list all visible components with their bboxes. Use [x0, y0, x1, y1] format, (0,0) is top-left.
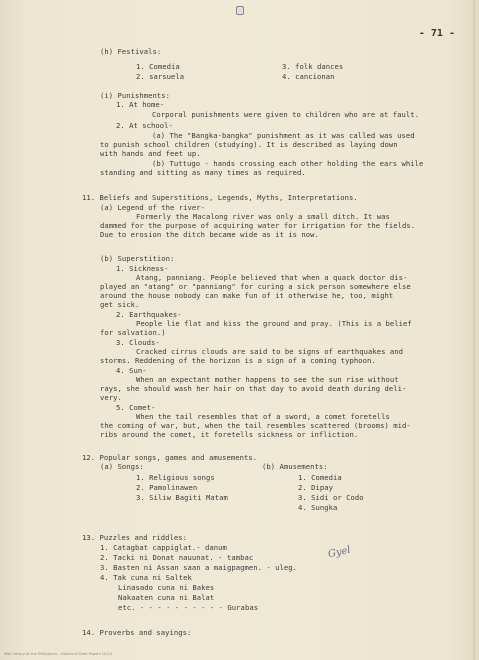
text-line: with hands and feet up. [100, 149, 201, 158]
text-line: etc. - - - - - - - - - - Gurabas [118, 603, 259, 612]
text-line: (b) Tuttugo - hands crossing each other holding the ears while [152, 159, 424, 168]
text-line: 2. At school- [116, 121, 173, 130]
amusements-heading: (b) Amusements: [262, 462, 328, 471]
text-line: Atang, panniang. People believed that when a quack doctor dis- [136, 273, 408, 282]
text-line: When an expectant mother happens to see the sun rise without [136, 375, 399, 384]
songs-games-heading: 12. Popular songs, games and amusements. [82, 453, 258, 462]
list-item: 3. Basten ni Assan saan a maigpagmen. - uleg. [100, 563, 297, 572]
text-line: dammed for the purpose of acquiring water for irrigation for the fields. [100, 221, 416, 230]
superstition-heading: (b) Superstition: [100, 254, 175, 263]
list-item: 1. Comedia [298, 473, 342, 482]
text-line: 3. Clouds- [116, 338, 160, 347]
text-line: get sick. [100, 300, 140, 309]
text-line: to punish school children (studying). It is described as laying down [100, 140, 398, 149]
text-line: ribs around the comet, it foretells sickness or infliction. [100, 430, 359, 439]
text-line: storms. Reddening of the horizon is a sign of a coming typhoon. [100, 356, 376, 365]
list-item: 4. Sungka [298, 503, 338, 512]
text-line: rays, she should wash her hair on that day to avoid death during deli- [100, 384, 407, 393]
text-line: Corporal punishments were given to children who are at fault. [152, 110, 420, 119]
list-item: 3. Siliw Bagiti Matam [136, 493, 228, 502]
text-line: People lie flat and kiss the ground and pray. (This is a belief [136, 319, 412, 328]
list-item: 4. cancionan [282, 72, 335, 81]
text-line: the coming of war, but, when the tail resembles scattered (brooms) mid- [100, 421, 411, 430]
footer-caption: Mail Library at the Philippines - Historical Data Papers 10/23 [4, 652, 113, 656]
list-item: 2. sarsuela [136, 72, 185, 81]
text-line: around the house nobody can make fun of it otherwise he, too, might [100, 291, 394, 300]
text-line: Cracked cirrus clouds are said to be signs of earthquakes and [136, 347, 404, 356]
text-line: Linasado cuna ni Bakes [118, 583, 215, 592]
text-line: 1. Sickness- [116, 264, 169, 273]
text-line: (a) The "Bangka-bangka" punishment as it was called was used [152, 131, 415, 140]
punishments-heading: (i) Punishments: [100, 91, 171, 100]
list-item: 1. Religious songs [136, 473, 215, 482]
text-line: played an "atang" or "panniang" for curing a sick person somewhere else [100, 282, 411, 291]
proverbs-heading: 14. Proverbs and sayings: [82, 628, 192, 637]
text-line: standing and sitting as many times as required. [100, 168, 306, 177]
list-item: 2. Pamolinawen [136, 483, 198, 492]
text-line: (a) Legend of the river- [100, 203, 206, 212]
text-line: Nakaaten cuna ni Balat [118, 593, 215, 602]
text-line: for salvation.) [100, 328, 166, 337]
songs-heading: (a) Songs: [100, 462, 144, 471]
handwritten-note: Gyel [327, 544, 352, 561]
beliefs-heading: 11. Beliefs and Superstitions, Legends, Myths, Interpretations. [82, 193, 358, 202]
text-line: Formerly the Macalong river was only a small ditch. It was [136, 212, 390, 221]
festivals-heading: (h) Festivals: [100, 47, 162, 56]
text-line: 5. Comet- [116, 403, 156, 412]
text-line: 2. Earthquakes- [116, 310, 182, 319]
text-line: Due to erosion the ditch became wide as it is now. [100, 230, 319, 239]
text-line: 1. At home- [116, 100, 165, 109]
page-number: - 71 - [418, 28, 455, 39]
text-line: When the tail resembles that of a sword, a comet foretells [136, 412, 390, 421]
text-line: 4. Sun- [116, 366, 147, 375]
list-item: 3. folk dances [282, 62, 344, 71]
list-item: 4. Tak cuna ni Saltek [100, 573, 192, 582]
list-item: 1. Catagbat cappiglat.- danum [100, 543, 227, 552]
puzzles-heading: 13. Puzzles and riddles: [82, 533, 188, 542]
list-item: 2. Tacki ni Donat nauunat. - tambac [100, 553, 254, 562]
list-item: 1. Comedia [136, 62, 180, 71]
list-item: 3. Sidi or Codo [298, 493, 364, 502]
text-line: very. [100, 393, 122, 402]
list-item: 2. Dipay [298, 483, 334, 492]
